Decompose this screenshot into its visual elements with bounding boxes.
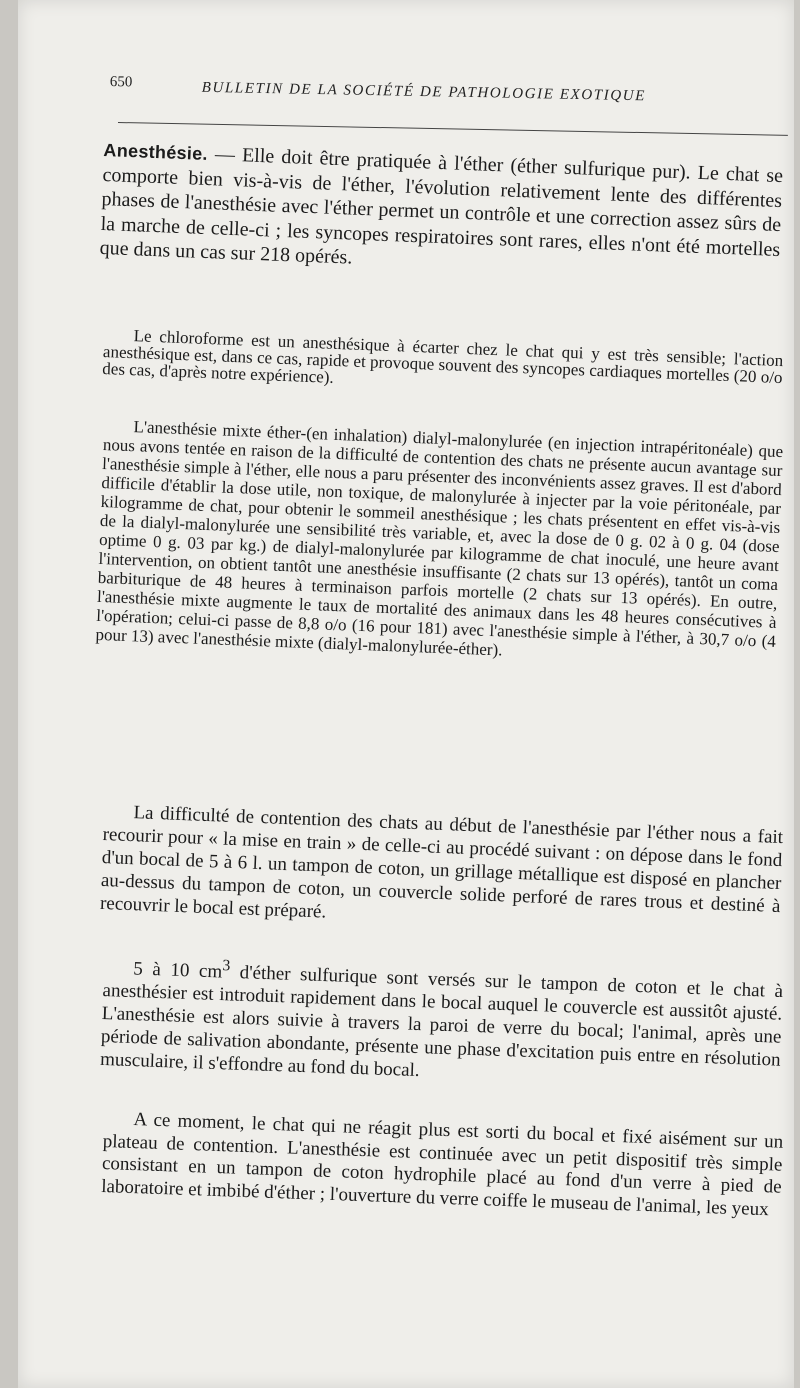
anesthesie-paragraph [99, 138, 783, 287]
document-page [18, 0, 794, 1388]
running-head [109, 74, 790, 127]
contention-paragraph: La difficulté de contention des chats au début de l'anesthésie par l'éther nous a fait recourir pour « la mise en train » de celle-ci au procédé suivant : on dépose dans le fond d'un bocal de 5 à 6 l. un tampon de coton, un grillage métallique est disposé en plancher au-dessus du tampon de coton, un couvercle solide perforé de rares trous et destiné à recouvrir le bocal est préparé. [99, 802, 784, 923]
page-number: 650 [109, 74, 133, 91]
moment-paragraph: A ce moment, le chat qui ne réagit plus est sorti du bocal et fixé aisément sur un plateau de contention. L'anesthésie est continuée avec un petit dispositif très simple consistant en un tampon de coton hydrophile placé au fond d'un verre à pied de laboratoire et imbibé d'éther ; l'ouverture du verre coiffe le museau de l'animal, les yeux [100, 1109, 784, 1220]
anesthesie-text: — Elle doit être pratiquée à l'éther (éther sulfurique pur). Le chat se comporte bien vis-à-vis de l'éther, l'évolution relativement lente des différentes phases de l'anesthésie avec l'éther permet un contrôle et une correction assez sûrs de la marche de celle-ci ; les syncopes respiratoires sont rares, elles n'ont été mortelles que dans un cas sur 218 opérés. [99, 143, 784, 269]
ether-paragraph [100, 950, 784, 1095]
running-title: BULLETIN DE LA SOCIÉTÉ DE PATHOLOGIE EXOTIQUE [201, 79, 647, 105]
chloroforme-paragraph: Le chloroforme est un anesthésique à écarter chez le chat qui y est très sensible; l'action anesthésique est, dans ce cas, rapide et provoque souvent des syncopes cardiaques mortelles (20 o/o des cas, d'après notre expérience). [102, 326, 784, 388]
section-heading: Anesthésie. [103, 139, 209, 164]
ether-text: d'éther sulfurique sont versés sur le tampon de coton et le chat à anesthésier est introduit rapidement dans le bocal auquel le couvercle est aussitôt ajusté. L'anesthésie est alors suivie à travers la paroi de verre du bocal; l'animal, après une période de salivation abondante, présente une phase d'excitation puis entre en résolution musculaire, il s'effondre au fond du bocal. [99, 961, 784, 1082]
anesthesie-mixte-paragraph: L'anesthésie mixte éther-(en inhalation) dialyl-malonylurée (en injection intrapéritonéale) que nous avons tentée en raison de la difficulté de contention des chats ne présente aucun avantage sur l'anesthésie simple à l'éther, elle nous a paru présenter des inconvénients assez graves. Il est d'abord difficile d'établir la dose utile, non toxique, de malonylurée à injecter par la voie péritonéale, par kilogramme de chat, pour obtenir le sommeil anesthésique ; les chats présentent en effet vis-à-vis de la dialyl-malonylurée une sensibilité très variable, et, avec la dose de 0 g. 02 à 0 g. 04 (dose optime 0 g. 03 par kg.) de dialyl-malonylurée par kilogramme de chat inoculé, une heure avant l'intervention, on obtient tantôt une anesthésie insuffisante (2 chats sur 13 opérés), tantôt un coma barbiturique de 48 heures à terminaison parfois mortelle (2 chats sur 13 opérés). En outre, l'anesthésie mixte augmente le taux de mortalité des animaux dans les 48 heures consécutives à l'opération; celui-ci passe de 8,8 o/o (16 pour 181) avec l'anesthésie simple à l'éther, à 30,7 o/o (4 pour 13) avec l'anesthésie mixte (dialyl-malonylurée-éther). [95, 417, 784, 660]
ether-dose-exponent: 3 [222, 957, 231, 975]
ether-dose: 5 à 10 cm [132, 958, 223, 983]
